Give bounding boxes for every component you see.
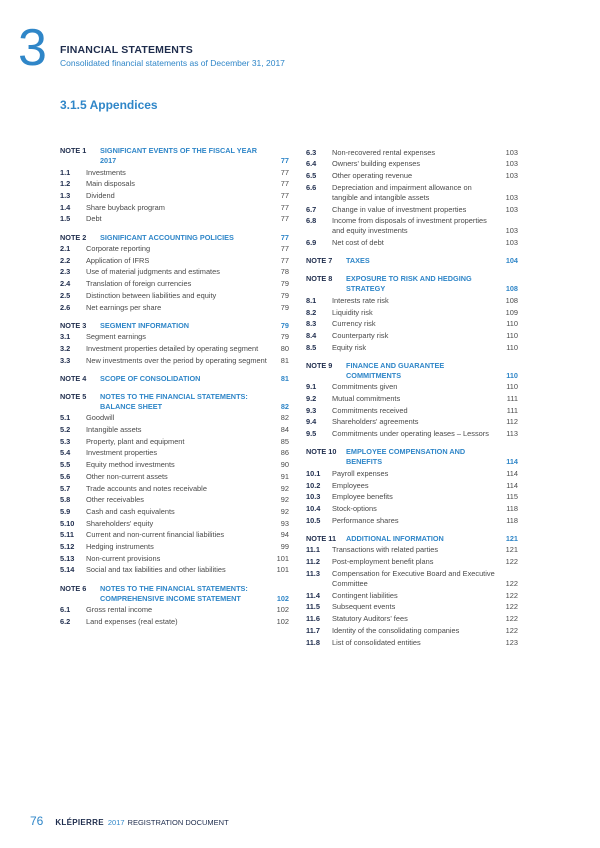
toc-title: Payroll expenses bbox=[332, 468, 389, 478]
toc-number: 10.4 bbox=[306, 503, 321, 513]
toc-entry[interactable] bbox=[60, 565, 289, 575]
toc-number: 5.5 bbox=[60, 460, 71, 470]
toc-entry[interactable] bbox=[60, 214, 289, 224]
toc-page: 114 bbox=[506, 480, 518, 490]
toc-title: List of consolidated entities bbox=[332, 637, 421, 647]
toc-number: 6.3 bbox=[306, 147, 317, 157]
toc-page: 121 bbox=[505, 545, 518, 555]
toc-page: 111 bbox=[506, 394, 518, 404]
toc-title: Non-current provisions bbox=[86, 553, 161, 563]
toc-page: 82 bbox=[280, 413, 289, 423]
toc-title: Income from disposals of investment properties and equity investments bbox=[332, 216, 487, 236]
toc-number: 2.6 bbox=[60, 302, 71, 312]
toc-page: 108 bbox=[505, 284, 518, 294]
toc-entry[interactable] bbox=[60, 303, 289, 313]
toc-page: 77 bbox=[280, 179, 289, 189]
toc-page: 81 bbox=[280, 373, 289, 383]
toc-page: 80 bbox=[280, 343, 289, 353]
toc-entry[interactable] bbox=[60, 413, 289, 423]
toc-page: 121 bbox=[505, 533, 518, 543]
toc-entry[interactable] bbox=[306, 492, 518, 502]
toc-page: 84 bbox=[280, 425, 289, 435]
toc-title: New investments over the period by operating segment bbox=[86, 355, 267, 365]
toc-entry[interactable] bbox=[306, 205, 518, 215]
toc-number: NOTE 9 bbox=[306, 360, 333, 370]
toc-page: 103 bbox=[505, 159, 518, 169]
toc-number: 1.3 bbox=[60, 190, 71, 200]
toc-page: 77 bbox=[280, 255, 289, 265]
toc-number: NOTE 3 bbox=[60, 320, 87, 330]
chapter-title: FINANCIAL STATEMENTS bbox=[60, 44, 193, 56]
toc-page: 122 bbox=[505, 614, 518, 624]
toc-number: 10.3 bbox=[306, 492, 321, 502]
toc-number: 5.2 bbox=[60, 425, 71, 435]
toc-title: Land expenses (real estate) bbox=[86, 616, 178, 626]
toc-page: 103 bbox=[505, 170, 518, 180]
toc-entry[interactable] bbox=[306, 319, 518, 329]
toc-number: 6.7 bbox=[306, 204, 317, 214]
toc-title: Social and tax liabilities and other liabilities bbox=[86, 565, 226, 575]
toc-title: Commitments received bbox=[332, 405, 408, 415]
toc-page: 90 bbox=[280, 460, 289, 470]
toc-title: Translation of foreign currencies bbox=[86, 279, 192, 289]
toc-page: 113 bbox=[506, 429, 518, 439]
toc-title: Commitments given bbox=[332, 382, 398, 392]
toc-entry[interactable] bbox=[60, 256, 289, 266]
toc-number: 2.3 bbox=[60, 267, 71, 277]
toc-number: 11.2 bbox=[306, 557, 320, 567]
toc-number: 5.3 bbox=[60, 436, 71, 446]
toc-page: 79 bbox=[280, 320, 289, 330]
toc-title: Transactions with related parties bbox=[332, 545, 439, 555]
toc-entry[interactable] bbox=[60, 179, 289, 189]
toc-page: 112 bbox=[506, 417, 518, 427]
toc-number: 6.1 bbox=[60, 605, 71, 615]
toc-title: Main disposals bbox=[86, 179, 135, 189]
toc-number: NOTE 8 bbox=[306, 274, 333, 284]
toc-note-heading[interactable] bbox=[306, 534, 518, 544]
toc-note-heading[interactable] bbox=[60, 374, 289, 384]
toc-title: Share buyback program bbox=[86, 202, 165, 212]
toc-number: 9.3 bbox=[306, 405, 317, 415]
toc-number: 2.1 bbox=[60, 244, 71, 254]
toc-title: Interests rate risk bbox=[332, 295, 389, 305]
toc-title: NOTES TO THE FINANCIAL STATEMENTS: BALANCE SHEET bbox=[100, 391, 248, 411]
toc-page: 77 bbox=[280, 232, 289, 242]
toc-page: 110 bbox=[506, 382, 518, 392]
toc-note-heading[interactable] bbox=[306, 274, 518, 294]
toc-number: 1.1 bbox=[60, 167, 71, 177]
toc-title: Non-recovered rental expenses bbox=[332, 147, 436, 157]
toc-number: 6.5 bbox=[306, 170, 317, 180]
toc-title: Contingent liabilities bbox=[332, 590, 398, 600]
toc-title: NOTES TO THE FINANCIAL STATEMENTS: COMPREHENSIVE INCOME STATEMENT bbox=[100, 583, 248, 603]
toc-number: NOTE 6 bbox=[60, 583, 87, 593]
toc-entry[interactable] bbox=[60, 448, 289, 458]
toc-entry[interactable] bbox=[60, 344, 289, 354]
toc-number: 1.2 bbox=[60, 179, 71, 189]
toc-entry[interactable] bbox=[306, 183, 518, 203]
toc-title: Investment properties bbox=[86, 448, 158, 458]
toc-page: 77 bbox=[280, 167, 289, 177]
toc-number: 5.1 bbox=[60, 413, 71, 423]
toc-title: Shareholders' agreements bbox=[332, 417, 419, 427]
toc-page: 92 bbox=[280, 506, 289, 516]
toc-entry[interactable] bbox=[60, 617, 289, 627]
toc-number: 2.2 bbox=[60, 255, 71, 265]
toc-number: NOTE 1 bbox=[60, 146, 87, 155]
toc-title: Change in value of investment properties bbox=[332, 204, 467, 214]
toc-title: Employee benefits bbox=[332, 492, 393, 502]
toc-title: Identity of the consolidating companies bbox=[332, 625, 460, 635]
toc-entry[interactable] bbox=[60, 495, 289, 505]
toc-entry[interactable] bbox=[306, 148, 518, 158]
toc-title: Distinction between liabilities and equity bbox=[86, 290, 217, 300]
toc-number: 11.1 bbox=[306, 545, 320, 555]
toc-number: 5.7 bbox=[60, 483, 71, 493]
toc-number: 1.5 bbox=[60, 214, 71, 224]
toc-title: Other non-current assets bbox=[86, 471, 168, 481]
toc-note-heading[interactable] bbox=[306, 256, 518, 266]
toc-title: SEGMENT INFORMATION bbox=[100, 320, 190, 330]
toc-entry[interactable] bbox=[60, 519, 289, 529]
toc-page: 99 bbox=[280, 542, 289, 552]
toc-number: 6.9 bbox=[306, 238, 317, 248]
toc-title: Liquidity risk bbox=[332, 307, 373, 317]
toc-note-heading[interactable] bbox=[60, 584, 289, 604]
toc-number: 8.1 bbox=[306, 295, 317, 305]
toc-title: Counterparty risk bbox=[332, 330, 389, 340]
toc-page: 91 bbox=[280, 471, 289, 481]
toc-page: 94 bbox=[280, 530, 289, 540]
toc-number: 8.5 bbox=[306, 342, 317, 352]
toc-number: NOTE 2 bbox=[60, 232, 87, 242]
toc-page: 103 bbox=[505, 238, 518, 248]
toc-number: 5.9 bbox=[60, 506, 71, 516]
toc-number: 9.4 bbox=[306, 417, 317, 427]
toc-page: 77 bbox=[280, 214, 289, 224]
toc-entry[interactable] bbox=[306, 614, 518, 624]
toc-title: SIGNIFICANT EVENTS OF THE FISCAL YEAR 2017 bbox=[100, 146, 258, 165]
toc-entry[interactable] bbox=[306, 394, 518, 404]
toc-number: 6.6 bbox=[306, 182, 317, 192]
toc-title: Goodwill bbox=[86, 413, 115, 423]
toc-number: 2.4 bbox=[60, 279, 71, 289]
toc-page: 114 bbox=[506, 457, 518, 467]
toc-number: 11.7 bbox=[306, 625, 320, 635]
toc-number: 11.6 bbox=[306, 614, 320, 624]
toc-page: 85 bbox=[280, 436, 289, 446]
toc-entry[interactable] bbox=[306, 296, 518, 306]
toc-number: 10.2 bbox=[306, 480, 321, 490]
toc-title: Gross rental income bbox=[86, 605, 153, 615]
toc-title: Equity method investments bbox=[86, 460, 175, 470]
toc-entry[interactable] bbox=[306, 308, 518, 318]
toc-title: Debt bbox=[86, 214, 102, 224]
toc-entry[interactable] bbox=[306, 504, 518, 514]
toc-page: 110 bbox=[506, 342, 518, 352]
toc-entry[interactable] bbox=[60, 244, 289, 254]
toc-number: 1.4 bbox=[60, 202, 71, 212]
toc-page: 103 bbox=[505, 204, 518, 214]
toc-page: 86 bbox=[280, 448, 289, 458]
toc-title: Performance shares bbox=[332, 515, 399, 525]
toc-entry[interactable] bbox=[306, 216, 518, 236]
toc-page: 79 bbox=[280, 332, 289, 342]
toc-entry[interactable] bbox=[306, 429, 518, 439]
toc-title: Subsequent events bbox=[332, 602, 396, 612]
toc-title: Equity risk bbox=[332, 342, 367, 352]
toc-entry[interactable] bbox=[60, 332, 289, 342]
toc-title: EXPOSURE TO RISK AND HEDGING STRATEGY bbox=[346, 274, 472, 294]
section-title: 3.1.5 Appendices bbox=[60, 98, 158, 112]
toc-page: 92 bbox=[280, 483, 289, 493]
toc-title: Shareholders' equity bbox=[86, 518, 154, 528]
toc-entry[interactable] bbox=[60, 507, 289, 517]
toc-page: 103 bbox=[505, 192, 518, 202]
toc-entry[interactable] bbox=[306, 545, 518, 555]
toc-entry[interactable] bbox=[60, 437, 289, 447]
toc-entry[interactable] bbox=[306, 406, 518, 416]
toc-page: 77 bbox=[280, 202, 289, 212]
toc-entry[interactable] bbox=[306, 343, 518, 353]
toc-page: 110 bbox=[506, 370, 518, 380]
toc-title: Investment properties detailed by operating segment bbox=[86, 343, 259, 353]
toc-number: 5.8 bbox=[60, 495, 71, 505]
toc-page: 115 bbox=[506, 492, 518, 502]
toc-title: Net cost of debt bbox=[332, 238, 384, 248]
toc-title: Net earnings per share bbox=[86, 302, 162, 312]
toc-note-heading[interactable] bbox=[306, 447, 518, 467]
toc-number: 9.1 bbox=[306, 382, 317, 392]
toc-number: NOTE 4 bbox=[60, 373, 87, 383]
toc-page: 122 bbox=[505, 590, 518, 600]
toc-title: EMPLOYEE COMPENSATION AND BENEFITS bbox=[346, 447, 466, 467]
toc-entry[interactable] bbox=[60, 191, 289, 201]
toc-entry[interactable] bbox=[60, 356, 289, 366]
toc-number: 2.5 bbox=[60, 290, 71, 300]
toc-entry[interactable] bbox=[60, 279, 289, 289]
toc-page: 110 bbox=[506, 330, 518, 340]
toc-title: Property, plant and equipment bbox=[86, 436, 185, 446]
toc-page: 101 bbox=[276, 553, 289, 563]
toc-title: Trade accounts and notes receivable bbox=[86, 483, 207, 493]
toc-page: 122 bbox=[505, 625, 518, 635]
toc-left-column bbox=[60, 146, 289, 627]
document-title: REGISTRATION DOCUMENT bbox=[127, 818, 229, 827]
toc-number: 5.14 bbox=[60, 565, 75, 575]
toc-number: 8.4 bbox=[306, 330, 317, 340]
toc-title: Post-employment benefit plans bbox=[332, 557, 434, 567]
toc-number: 6.2 bbox=[60, 616, 71, 626]
toc-title: Other operating revenue bbox=[332, 170, 413, 180]
toc-number: 5.13 bbox=[60, 553, 75, 563]
toc-page: 82 bbox=[280, 401, 289, 411]
toc-title: Application of IFRS bbox=[86, 255, 150, 265]
toc-title: Statutory Auditors' fees bbox=[332, 614, 408, 624]
toc-page: 77 bbox=[280, 244, 289, 254]
toc-number: NOTE 7 bbox=[306, 256, 333, 266]
toc-page: 109 bbox=[505, 307, 518, 317]
toc-number: 5.10 bbox=[60, 518, 75, 528]
toc-number: 5.12 bbox=[60, 542, 75, 552]
toc-page: 93 bbox=[280, 518, 289, 528]
toc-number: NOTE 10 bbox=[306, 447, 337, 457]
toc-entry[interactable] bbox=[306, 469, 518, 479]
toc-page: 104 bbox=[505, 256, 518, 266]
toc-entry[interactable] bbox=[60, 168, 289, 178]
chapter-number: 3 bbox=[18, 19, 47, 77]
chapter-subtitle: Consolidated financial statements as of December 31, 2017 bbox=[60, 58, 285, 68]
toc-entry[interactable] bbox=[60, 530, 289, 540]
toc-title: Current and non-current financial liabilities bbox=[86, 530, 225, 540]
brand-name: KLÉPIERRE bbox=[55, 818, 104, 827]
toc-entry[interactable] bbox=[60, 554, 289, 564]
toc-number: NOTE 5 bbox=[60, 391, 87, 401]
toc-number: 11.3 bbox=[306, 568, 320, 578]
toc-entry[interactable] bbox=[306, 602, 518, 612]
toc-title: Investments bbox=[86, 167, 126, 177]
toc-title: Use of material judgments and estimates bbox=[86, 267, 220, 277]
toc-title: SCOPE OF CONSOLIDATION bbox=[100, 373, 201, 383]
toc-title: Mutual commitments bbox=[332, 394, 401, 404]
toc-title: Compensation for Executive Board and Executive Committee bbox=[332, 568, 495, 588]
toc-number: 6.4 bbox=[306, 159, 317, 169]
toc-entry[interactable] bbox=[60, 267, 289, 277]
toc-entry[interactable] bbox=[60, 460, 289, 470]
toc-entry[interactable] bbox=[306, 382, 518, 392]
toc-entry[interactable] bbox=[306, 626, 518, 636]
toc-page: 122 bbox=[505, 557, 518, 567]
page-footer bbox=[30, 814, 229, 828]
toc-title: Other receivables bbox=[86, 495, 144, 505]
toc-note-heading[interactable] bbox=[60, 146, 289, 166]
toc-entry[interactable] bbox=[306, 638, 518, 648]
toc-right-column bbox=[306, 146, 518, 648]
toc-number: 10.1 bbox=[306, 468, 321, 478]
toc-entry[interactable] bbox=[306, 331, 518, 341]
toc-page: 114 bbox=[506, 468, 518, 478]
toc-number: 5.11 bbox=[60, 530, 74, 540]
toc-page: 102 bbox=[276, 593, 289, 603]
toc-entry[interactable] bbox=[306, 417, 518, 427]
toc-title: Stock-options bbox=[332, 503, 377, 513]
toc-number: 11.5 bbox=[306, 602, 320, 612]
toc-entry[interactable] bbox=[60, 203, 289, 213]
toc-page: 108 bbox=[505, 295, 518, 305]
toc-entry[interactable] bbox=[306, 238, 518, 248]
toc-entry[interactable] bbox=[306, 557, 518, 567]
toc-title: FINANCE AND GUARANTEE COMMITMENTS bbox=[346, 360, 445, 380]
toc-number: 8.2 bbox=[306, 307, 317, 317]
toc-page: 78 bbox=[280, 267, 289, 277]
toc-title: Segment earnings bbox=[86, 332, 146, 342]
toc-note-heading[interactable] bbox=[60, 321, 289, 331]
toc-entry[interactable] bbox=[306, 171, 518, 181]
toc-title: Intangible assets bbox=[86, 425, 142, 435]
toc-number: 6.8 bbox=[306, 216, 317, 226]
toc-title: Dividend bbox=[86, 190, 115, 200]
toc-number: 9.2 bbox=[306, 394, 317, 404]
toc-page: 110 bbox=[506, 319, 518, 329]
toc-title: Corporate reporting bbox=[86, 244, 151, 254]
toc-page: 81 bbox=[280, 355, 289, 365]
toc-entry[interactable] bbox=[60, 425, 289, 435]
toc-entry[interactable] bbox=[60, 291, 289, 301]
toc-title: Commitments under operating leases – Lessors bbox=[332, 429, 489, 439]
toc-title: Hedging instruments bbox=[86, 542, 154, 552]
toc-page: 123 bbox=[505, 637, 518, 647]
toc-number: 11.4 bbox=[306, 590, 320, 600]
toc-note-heading[interactable] bbox=[306, 361, 518, 381]
toc-page: 118 bbox=[506, 515, 518, 525]
toc-entry[interactable] bbox=[306, 591, 518, 601]
toc-page: 118 bbox=[506, 503, 518, 513]
toc-page: 79 bbox=[280, 290, 289, 300]
toc-title: Cash and cash equivalents bbox=[86, 506, 175, 516]
toc-title: Owners' building expenses bbox=[332, 159, 421, 169]
toc-number: 10.5 bbox=[306, 515, 321, 525]
toc-page: 102 bbox=[276, 616, 289, 626]
toc-entry[interactable] bbox=[60, 542, 289, 552]
toc-number: 9.5 bbox=[306, 429, 317, 439]
toc-title: TAXES bbox=[346, 256, 370, 266]
toc-number: 5.6 bbox=[60, 471, 71, 481]
toc-page: 122 bbox=[505, 602, 518, 612]
toc-number: NOTE 11 bbox=[306, 533, 337, 543]
toc-note-heading[interactable] bbox=[60, 392, 289, 412]
toc-title: SIGNIFICANT ACCOUNTING POLICIES bbox=[100, 232, 234, 242]
toc-title: ADDITIONAL INFORMATION bbox=[346, 533, 444, 543]
toc-entry[interactable] bbox=[306, 516, 518, 526]
toc-number: 5.4 bbox=[60, 448, 71, 458]
toc-number: 3.1 bbox=[60, 332, 71, 342]
toc-entry[interactable] bbox=[60, 472, 289, 482]
toc-number: 11.8 bbox=[306, 637, 320, 647]
toc-page: 92 bbox=[280, 495, 289, 505]
toc-page: 102 bbox=[276, 605, 289, 615]
toc-note-heading[interactable] bbox=[60, 233, 289, 243]
document-year: 2017 bbox=[107, 818, 125, 827]
toc-page: 101 bbox=[276, 565, 289, 575]
toc-entry[interactable] bbox=[60, 605, 289, 615]
toc-number: 3.2 bbox=[60, 343, 71, 353]
toc-page: 77 bbox=[280, 156, 289, 165]
toc-entry[interactable] bbox=[306, 159, 518, 169]
toc-number: 3.3 bbox=[60, 355, 71, 365]
toc-page: 103 bbox=[505, 226, 518, 236]
toc-page: 111 bbox=[506, 405, 518, 415]
toc-page: 79 bbox=[280, 302, 289, 312]
toc-title: Currency risk bbox=[332, 319, 376, 329]
toc-title: Depreciation and impairment allowance on tangible and intangible assets bbox=[332, 182, 472, 202]
page-number: 76 bbox=[30, 814, 44, 828]
toc-page: 103 bbox=[505, 147, 518, 157]
toc-page: 122 bbox=[505, 578, 518, 588]
toc-entry[interactable] bbox=[306, 481, 518, 491]
toc-entry[interactable] bbox=[306, 569, 518, 589]
toc-title: Employees bbox=[332, 480, 369, 490]
toc-entry[interactable] bbox=[60, 484, 289, 494]
toc-page: 77 bbox=[280, 190, 289, 200]
toc-page: 79 bbox=[280, 279, 289, 289]
toc-number: 8.3 bbox=[306, 319, 317, 329]
